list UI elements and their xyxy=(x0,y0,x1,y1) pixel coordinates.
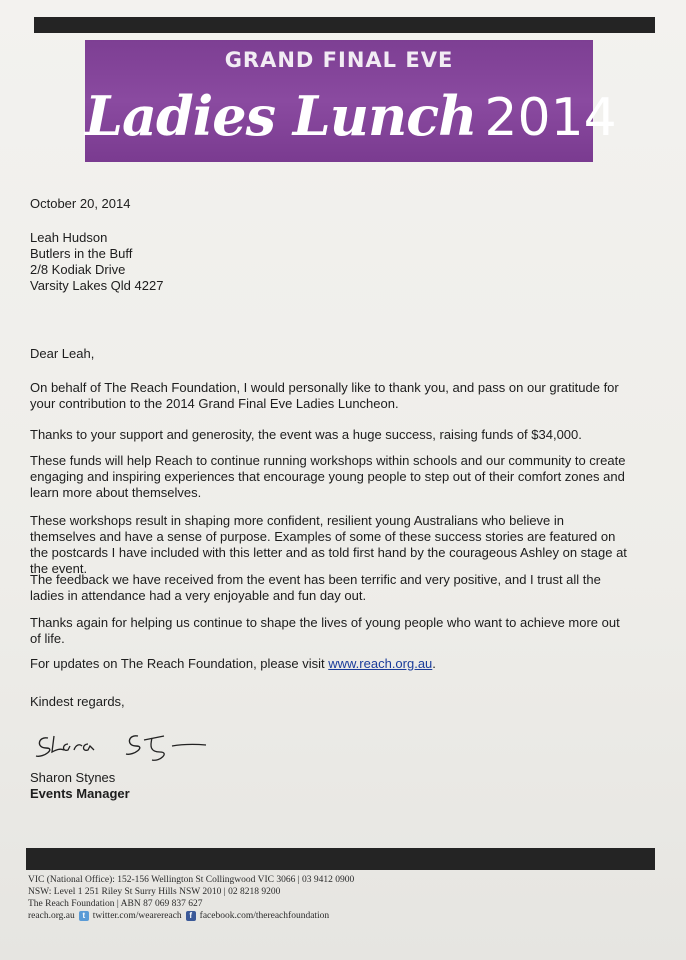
closing: Kindest regards, xyxy=(30,694,125,709)
recipient-city: Varsity Lakes Qld 4227 xyxy=(30,278,164,293)
reach-website-link[interactable]: www.reach.org.au xyxy=(328,656,433,671)
footer-website: reach.org.au xyxy=(28,911,75,921)
footer-abn: The Reach Foundation | ABN 87 069 837 627 xyxy=(28,899,203,909)
updates-suffix: . xyxy=(432,656,436,671)
banner-title-script: Ladies Lunch xyxy=(85,84,477,148)
footer-social-row xyxy=(28,910,628,922)
banner-title xyxy=(85,84,617,148)
signer-title: Events Manager xyxy=(30,786,130,801)
body-paragraph-3: These funds will help Reach to continue running workshops within schools and our community to create engaging and inspiring experiences that encourage young people to step out of their comfort zones and learn more about themselves. xyxy=(30,453,626,500)
footer-facebook: facebook.com/thereachfoundation xyxy=(199,911,330,921)
signer-name: Sharon Stynes xyxy=(30,770,116,785)
updates-line xyxy=(30,656,630,672)
recipient-company: Butlers in the Buff xyxy=(30,246,133,261)
banner-year: 2014 xyxy=(484,88,617,148)
footer-twitter: twitter.com/wearereach xyxy=(92,911,182,921)
signature xyxy=(34,726,224,766)
top-header-bar xyxy=(34,17,655,33)
footer-contact xyxy=(28,874,628,922)
body-paragraph-1: On behalf of The Reach Foundation, I would personally like to thank you, and pass on our gratitude for your contribution to the 2014 Grand Final Eve Ladies Luncheon. xyxy=(30,380,619,411)
updates-prefix: For updates on The Reach Foundation, please visit xyxy=(30,656,329,671)
facebook-icon: f xyxy=(186,911,196,921)
body-paragraph-4: These workshops result in shaping more confident, resilient young Australians who believe in themselves and have a sense of purpose. Examples of some of these success stories are featured on the postcards I have included with this letter and as told first hand by the courageous Ashley on stage at the event. xyxy=(30,513,627,576)
bottom-footer-bar xyxy=(26,848,655,870)
body-paragraph-6: Thanks again for helping us continue to shape the lives of young people who want to achieve more out of life. xyxy=(30,615,620,646)
body-paragraph-5: The feedback we have received from the event has been terrific and very positive, and I trust all the ladies in attendance had a very enjoyable and fun day out. xyxy=(30,572,601,603)
body-paragraph-2: Thanks to your support and generosity, the event was a huge success, raising funds of $34,000. xyxy=(30,427,582,442)
twitter-icon: t xyxy=(79,911,89,921)
recipient-street: 2/8 Kodiak Drive xyxy=(30,262,126,277)
recipient-address xyxy=(30,230,630,294)
letter-date: October 20, 2014 xyxy=(30,196,131,211)
recipient-name: Leah Hudson xyxy=(30,230,108,245)
event-banner xyxy=(85,40,617,162)
footer-nsw-office: NSW: Level 1 251 Riley St Surry Hills NSW 2010 | 02 8218 9200 xyxy=(28,887,281,897)
footer-vic-office: VIC (National Office): 152-156 Wellington St Collingwood VIC 3066 | 03 9412 0900 xyxy=(28,875,355,885)
signer-block xyxy=(30,770,630,802)
salutation: Dear Leah, xyxy=(30,346,95,361)
banner-subtitle: GRAND FINAL EVE xyxy=(224,48,454,72)
